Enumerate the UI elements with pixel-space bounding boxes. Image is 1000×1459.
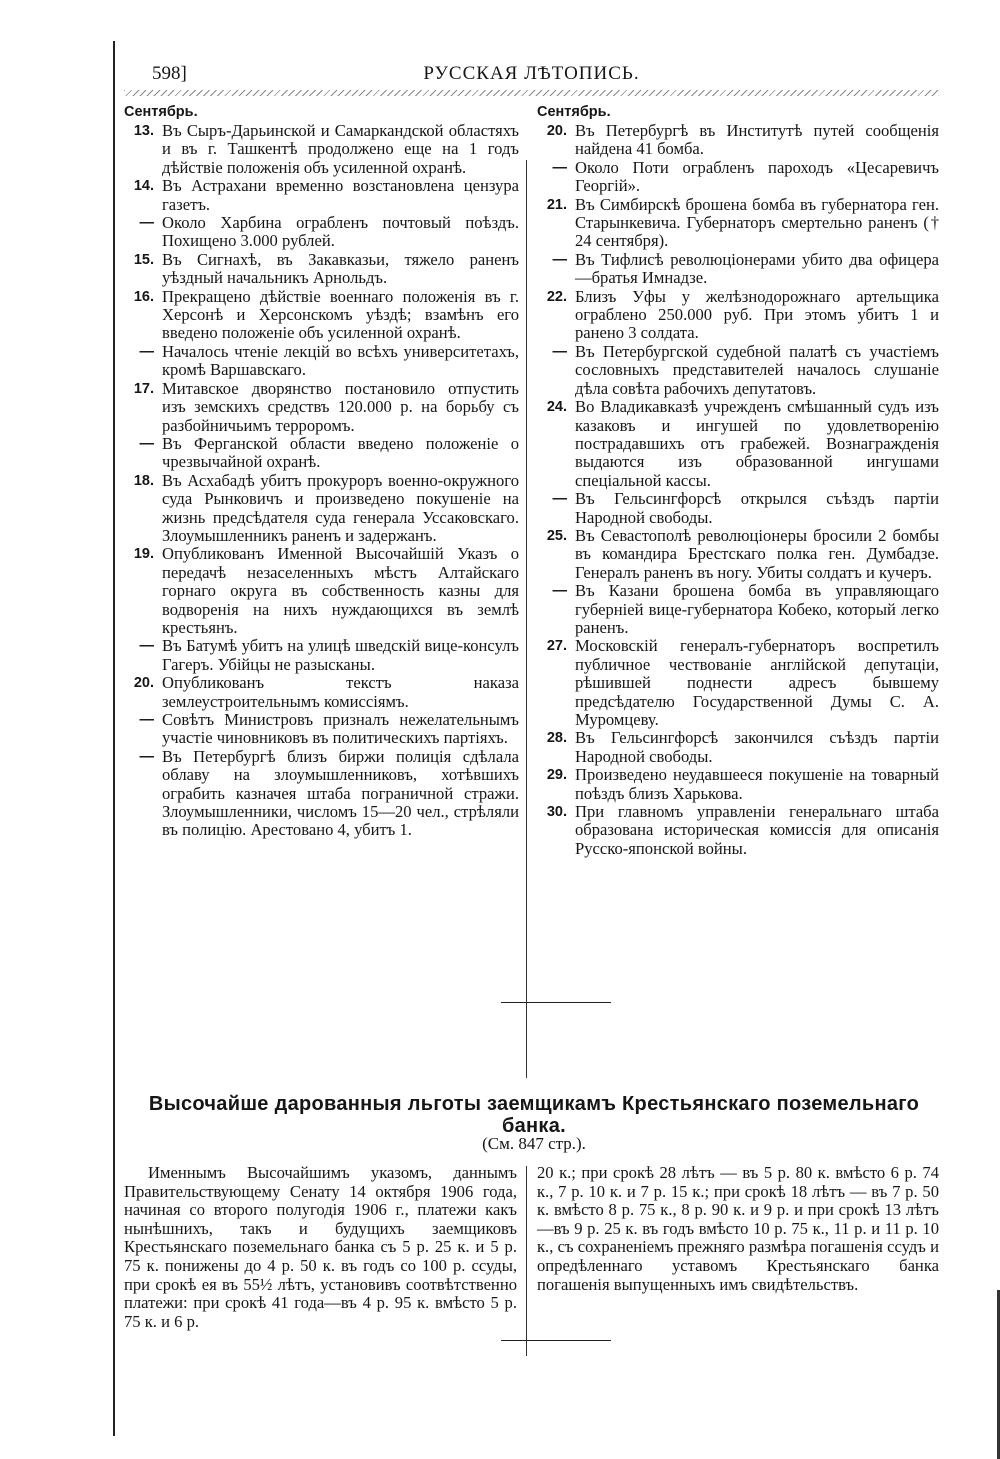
entry-text: Въ Петербургѣ близъ биржи полиція сдѣлала облаву на злоумышленниковъ, хотѣвшихъ ограбить казначея штаба пограничной стражи. Злоумышленники, числомъ 15—20 чел., стрѣляли въ полицію. Арестовано 4, убитъ 1. [162, 746, 519, 840]
entry-text: Около Харбина ограбленъ почтовый поѣздъ. Похищено 3.000 рублей. [162, 213, 519, 251]
month-heading-left: Сентябрь. [124, 104, 198, 120]
chronicle-entry [537, 766, 939, 803]
chronicle-entry [537, 159, 939, 196]
entry-date: 14. [133, 178, 154, 195]
entry-date: 25. [546, 527, 567, 544]
entry-text: Около Поти ограбленъ пароходъ «Цесаревичъ Георгій». [575, 157, 939, 196]
entry-date: — [552, 343, 567, 360]
entry-text: Произведено неудавшееся покушеніе на товарный поѣздъ близъ Харькова. [575, 765, 939, 803]
entry-text: Прекращено дѣйствіе военнаго положенія въ г. Херсонѣ и Херсонскомъ уѣздѣ; взамѣнъ его введено положеніе объ усиленной охранѣ. [162, 286, 519, 343]
entry-text: Во Владикавказѣ учрежденъ смѣшанный судъ изъ казаковъ и ингушей по удовлетворенію пострадавшихъ отъ грабежей. Вознагражденія выдаются изъ образованной ингушами спеціальной кассы. [575, 397, 939, 490]
entry-text: Опубликованъ Именной Высочайшій Указъ о передачѣ незаселенныхъ мѣстъ Алтайскаго горнаго округа въ собственность казны для водворенія на нихъ нуждающихся въ землѣ крестьянъ. [162, 544, 519, 637]
end-separator-rule [501, 1340, 611, 1341]
chronicle-entry [124, 748, 519, 840]
entry-text: Въ Сигнахѣ, въ Закавказьи, тяжело раненъ уѣздный начальникъ Арнольдъ. [162, 249, 519, 288]
month-heading-right: Сентябрь. [537, 104, 611, 120]
entry-date: — [139, 215, 154, 232]
chronicle-entry [124, 214, 519, 251]
entry-text: Въ Гельсингфорсѣ открылся съѣздъ партіи Народной свободы. [575, 489, 939, 527]
page [124, 52, 939, 1331]
entry-date: 20. [133, 675, 154, 692]
right-column [537, 104, 939, 858]
chronicle-entry [124, 177, 519, 214]
entry-date: 20. [546, 123, 567, 139]
chronicle-entry [537, 196, 939, 251]
entry-text: Въ Симбирскѣ брошена бомба въ губернатора ген. Старынкевича. Губернаторъ смертельно раненъ († 24 сентября). [575, 194, 939, 251]
section-title-line-1: Высочайше дарованныя льготы заемщикамъ Крестьянскаго поземельнаго [148, 1093, 920, 1115]
entry-date: — [139, 748, 154, 765]
chronicle-entry [124, 343, 519, 380]
entry-text: Въ Астрахани временно возстановлена цензура газетъ. [162, 176, 519, 214]
chronicle-entry [124, 674, 519, 711]
page-header [124, 52, 939, 88]
section-column-divider [526, 1166, 527, 1356]
chronicle-entry [124, 711, 519, 748]
chronicle-entry [537, 729, 939, 766]
entry-text: Въ Ферганской области введено положеніе о чрезвычайной охранѣ. [162, 433, 519, 472]
entry-text: Въ Гельсингфорсѣ закончился съѣздъ партіи Народной свободы. [575, 728, 939, 766]
chronicle-entry [124, 637, 519, 674]
entry-date: — [139, 343, 154, 360]
left-entries [124, 122, 519, 840]
entry-date: 16. [133, 288, 154, 305]
chronicle-entry [124, 435, 519, 472]
entry-date: 30. [546, 804, 567, 821]
entry-date: 29. [546, 767, 567, 784]
entry-text: Въ Батумѣ убитъ на улицѣ шведскій вице-консулъ Гагеръ. Убійцы не разысканы. [162, 636, 519, 674]
entry-text: Въ Сыръ-Дарьинской и Самаркандской областяхъ и въ г. Ташкентѣ продолжено еще на 1 годъ дѣйствіе положенія объ усиленной охранѣ. [162, 121, 519, 177]
left-column [124, 104, 519, 840]
chronicle-entry [124, 251, 519, 288]
chronicle-entry [537, 490, 939, 527]
section-separator-rule [501, 1002, 611, 1003]
entry-text: Въ Казани брошена бомба въ управляющаго губерніей вице-губернатора Кобеко, который легко раненъ. [575, 581, 939, 637]
entry-text: Совѣтъ Министровъ призналъ нежелательнымъ участіе чиновниковъ въ политическихъ партіяхъ. [162, 710, 519, 748]
chronicle-entry [124, 380, 519, 435]
chronicle-entry [537, 398, 939, 490]
chronicle-entry [537, 288, 939, 343]
entry-date: 24. [546, 399, 567, 416]
chronicle-entry [537, 582, 939, 637]
chronicle-entry [537, 343, 939, 398]
entry-text: Въ Тифлисѣ революціонерами убито два офицера—братья Имнадзе. [575, 249, 939, 288]
chronicle-entry [124, 288, 519, 343]
chronicle-entry [124, 545, 519, 637]
entry-date: 13. [133, 123, 154, 139]
column-divider [526, 160, 527, 1078]
entry-date: — [139, 435, 154, 452]
entry-date: 21. [546, 196, 567, 213]
entry-text: Опубликованъ текстъ наказа землеустроительнымъ комиссіямъ. [162, 673, 519, 711]
entry-date: 18. [133, 472, 154, 489]
entry-text: Московскій генералъ-губернаторъ воспретилъ публичное чествованіе англійской депутаціи, рѣшившей поднести адресъ бывшему предсѣдателю Государственной Думы С. А. Муромцеву. [575, 636, 939, 729]
section-title-line-2: банка. [501, 1115, 567, 1137]
entry-text: Въ Петербургской судебной палатѣ съ участіемъ сословныхъ представителей началось слушаніе дѣла совѣта рабочихъ депутатовъ. [575, 341, 939, 398]
entry-text: При главномъ управленіи генеральнаго штаба образована историческая комиссія для описанія Русско-японской войны. [575, 802, 939, 858]
entry-date: — [552, 583, 567, 600]
chronicle-entry [537, 251, 939, 288]
entry-text: Началось чтеніе лекцій во всѣхъ университетахъ, кромѣ Варшавскаго. [162, 341, 519, 380]
entry-date: — [552, 251, 567, 268]
running-title: РУССКАЯ ЛѢТОПИСЬ. [423, 63, 640, 84]
chronicle-entry [537, 637, 939, 729]
entry-date: 27. [546, 638, 567, 655]
entry-date: 17. [133, 380, 154, 397]
chronicle-entry [537, 527, 939, 582]
entry-date: 22. [546, 288, 567, 305]
entry-text: Въ Севастополѣ революціонеры бросили 2 бомбы въ командира Брестскаго полка ген. Думбадзе. Генералъ раненъ въ ногу. Убиты солдатъ и кучеръ. [575, 525, 939, 582]
entry-date: — [139, 638, 154, 655]
right-entries [537, 122, 939, 858]
section-text-right: 20 к.; при срокѣ 28 лѣтъ — въ 5 р. 80 к. вмѣсто 6 р. 74 к., 7 р. 10 к. и 7 р. 15 к.; при срокѣ 18 лѣтъ — въ 7 р. 50 к. вмѣсто 8 р. 75 к., 8 р. 90 к. и 9 р. и при срокѣ 13 лѣтъ—въ 9 р. 25 к. въ годъ вмѣсто 10 р. 75 к., 11 р. и 11 р. 10 к., съ сохраненіемъ прежняго размѣра погашенія ссудъ и опредѣленнаго уставомъ Крестьянскаго банка погашенія выпущенныхъ имъ свидѣтельствъ. [537, 1163, 939, 1294]
entry-date: — [552, 159, 567, 176]
entry-date: — [139, 712, 154, 728]
entry-date: — [552, 491, 567, 508]
page-number: 598] [152, 63, 187, 84]
entry-text: Близъ Уфы у желѣзнодорожнаго артельщика ограблено 250.000 руб. При этомъ убитъ 1 и ранено 3 солдата. [575, 286, 939, 343]
entry-date: 15. [133, 251, 154, 268]
entry-text: Въ Асхабадѣ убитъ прокуроръ военно-окружного суда Рынковичъ и произведено покушеніе на жизнь предсѣдателя суда генерала Уссаковскаго. Злоумышленникъ раненъ и задержанъ. [162, 470, 519, 545]
entry-date: 28. [546, 730, 567, 747]
section-title [124, 1093, 944, 1137]
chronicle-entry [124, 122, 519, 177]
chronicle-entry [537, 122, 939, 159]
entry-date: 19. [133, 546, 154, 563]
section-text-left: Именнымъ Высочайшимъ указомъ, даннымъ Правительствующему Сенату 14 октября 1906 года, начиная со второго полугодія 1906 г., платежи какъ нынѣшнихъ, такъ и будущихъ заемщиковъ Крестьянскаго поземельнаго банка съ 5 р. 25 к. и 5 р. 75 к. понижены до 4 р. 50 к. въ годъ со 100 р. ссуды, при срокѣ ея въ 55½ лѣтъ, установивъ соотвѣтственно платежи: при срокѣ 41 года—въ 4 р. 95 к. вмѣсто 5 р. 75 к. и 6 р. [124, 1163, 517, 1331]
chronicle-entry [537, 803, 939, 858]
chronicle-entry [124, 472, 519, 546]
entry-text: Митавское дворянство постановило отпустить изъ земскихъ средствъ 120.000 р. на борьбу съ разбойничьимъ терроромъ. [162, 378, 519, 435]
section-reference: (См. 847 стр.). [482, 1134, 586, 1153]
header-ornament-rule [124, 90, 939, 96]
entry-text: Въ Петербургѣ въ Институтѣ путей сообщенія найдена 41 бомба. [575, 121, 939, 159]
